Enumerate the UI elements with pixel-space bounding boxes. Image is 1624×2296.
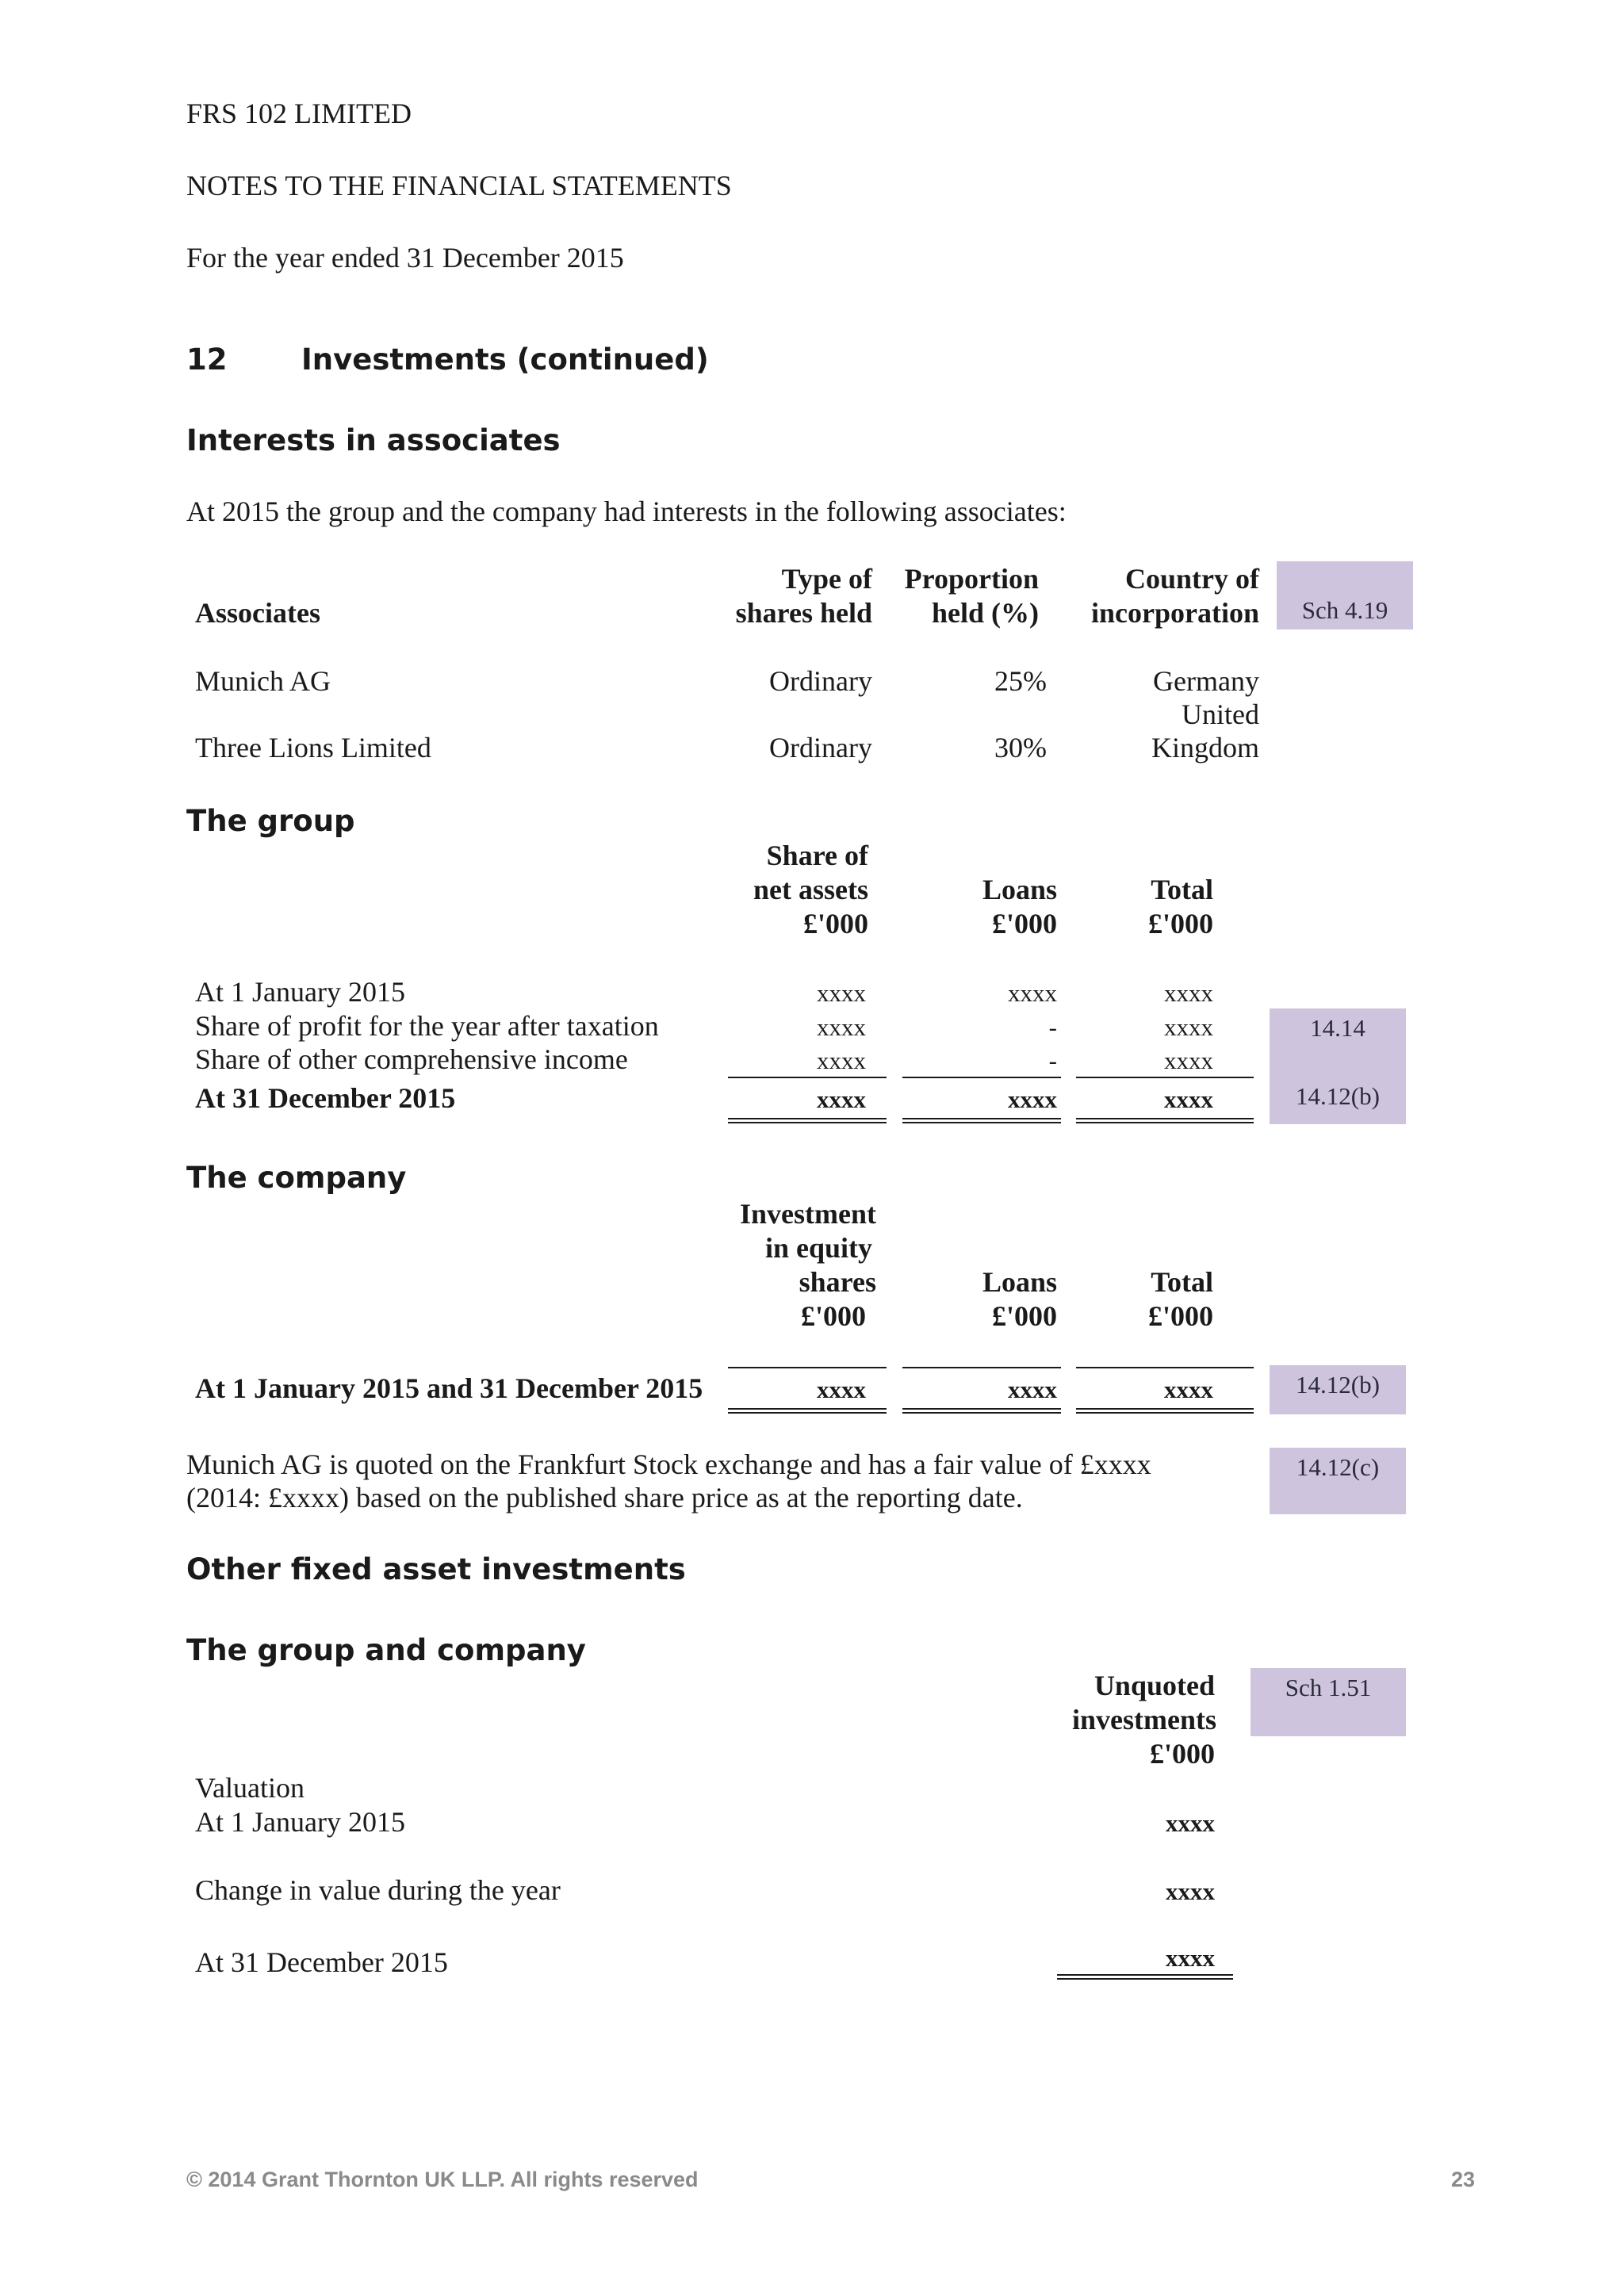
company-col1-unit: £'000 bbox=[800, 1300, 866, 1332]
total-double-rule bbox=[728, 1118, 887, 1123]
total-double-rule bbox=[902, 1118, 1061, 1123]
subtotal-rule bbox=[728, 1367, 887, 1368]
total-double-rule bbox=[728, 1408, 887, 1414]
table-cell: xxxx bbox=[1164, 1013, 1213, 1041]
company-heading: The company bbox=[186, 1161, 407, 1195]
col-header-associates: Associates bbox=[195, 597, 320, 629]
table-row-label: At 1 January 2015 bbox=[195, 976, 405, 1008]
table-row-label: At 31 December 2015 bbox=[195, 1946, 448, 1978]
company-note-line2: (2014: £xxxx) based on the published share price as at the reporting date. bbox=[186, 1482, 1023, 1513]
table-cell: xxxx bbox=[817, 1013, 866, 1041]
other-col-line1: Unquoted bbox=[1094, 1670, 1215, 1701]
section-number: 12 bbox=[186, 342, 228, 377]
company-col1-line1: Investment bbox=[740, 1198, 876, 1230]
table-cell-total: xxxx bbox=[1166, 1944, 1215, 1972]
table-cell-total: xxxx bbox=[817, 1085, 866, 1113]
col-header-type-line2: shares held bbox=[735, 597, 872, 629]
table-cell: xxxx bbox=[817, 979, 866, 1007]
col-header-country-line1: Country of bbox=[1125, 563, 1259, 595]
group-heading: The group bbox=[186, 804, 355, 838]
ref-badge-14-14: 14.14 bbox=[1310, 1014, 1365, 1042]
ref-badge-sch-4-19: Sch 4.19 bbox=[1277, 561, 1413, 629]
table-cell-total: xxxx bbox=[1164, 1376, 1213, 1403]
table-row-label: At 1 January 2015 bbox=[195, 1806, 405, 1838]
company-col1-line3: shares bbox=[799, 1266, 876, 1298]
table-cell-total: xxxx bbox=[817, 1376, 866, 1403]
group-col1-line2: net assets bbox=[753, 874, 868, 905]
period-text: For the year ended 31 December 2015 bbox=[186, 242, 624, 274]
footer-copyright: © 2014 Grant Thornton UK LLP. All rights reserved bbox=[186, 2168, 699, 2191]
table-cell: xxxx bbox=[1166, 1809, 1215, 1837]
group-col3-unit: £'000 bbox=[1147, 908, 1213, 939]
total-double-rule bbox=[1057, 1974, 1233, 1980]
table-cell: xxxx bbox=[817, 1047, 866, 1074]
company-col3-unit: £'000 bbox=[1147, 1300, 1213, 1332]
table-row-label: Share of profit for the year after taxation bbox=[195, 1010, 659, 1042]
ref-badge-14-12c: 14.12(c) bbox=[1270, 1448, 1406, 1514]
table-cell: - bbox=[1048, 1047, 1057, 1074]
valuation-label: Valuation bbox=[195, 1772, 304, 1804]
table-cell-total: xxxx bbox=[1008, 1085, 1057, 1113]
group-col3-line1: Total bbox=[1151, 874, 1213, 905]
associate-type: Ordinary bbox=[769, 732, 872, 763]
company-name: FRS 102 LIMITED bbox=[186, 98, 412, 129]
section-title: Investments (continued) bbox=[301, 342, 709, 377]
col-header-proportion-line1: Proportion bbox=[904, 563, 1039, 595]
group-col2-line1: Loans bbox=[982, 874, 1057, 905]
associate-type: Ordinary bbox=[769, 665, 872, 697]
other-col-unit: £'000 bbox=[1149, 1738, 1215, 1770]
ref-badge-14-12b: 14.12(b) bbox=[1296, 1082, 1380, 1110]
col-header-proportion-line2: held (%) bbox=[932, 597, 1039, 629]
associate-country-line2: Kingdom bbox=[1151, 732, 1259, 763]
associate-name: Munich AG bbox=[195, 665, 331, 697]
ref-badge-sch-1-51: Sch 1.51 bbox=[1251, 1668, 1406, 1736]
table-row-label: Share of other comprehensive income bbox=[195, 1043, 628, 1075]
group-col1-line1: Share of bbox=[766, 840, 868, 871]
ref-badge-14-12b: 14.12(b) bbox=[1270, 1365, 1406, 1414]
associate-proportion: 30% bbox=[994, 732, 1047, 763]
notes-title: NOTES TO THE FINANCIAL STATEMENTS bbox=[186, 170, 732, 201]
associates-heading: Interests in associates bbox=[186, 423, 561, 457]
group-col2-unit: £'000 bbox=[991, 908, 1057, 939]
company-note-line1: Munich AG is quoted on the Frankfurt Stock exchange and has a fair value of £xxxx bbox=[186, 1448, 1151, 1480]
group-col1-unit: £'000 bbox=[802, 908, 868, 939]
ref-badge-group bbox=[1270, 1008, 1406, 1124]
table-cell: xxxx bbox=[1164, 1047, 1213, 1074]
total-double-rule bbox=[1076, 1408, 1254, 1414]
company-col1-line2: in equity bbox=[764, 1232, 872, 1264]
table-cell-total: xxxx bbox=[1164, 1085, 1213, 1113]
total-double-rule bbox=[1076, 1118, 1254, 1123]
table-cell: - bbox=[1048, 1013, 1057, 1041]
associate-proportion: 25% bbox=[994, 665, 1047, 697]
table-cell: xxxx bbox=[1008, 979, 1057, 1007]
table-row-total-label: At 31 December 2015 bbox=[195, 1082, 456, 1114]
table-cell-total: xxxx bbox=[1008, 1376, 1057, 1403]
subtotal-rule bbox=[902, 1077, 1061, 1078]
subtotal-rule bbox=[1076, 1077, 1254, 1078]
table-cell: xxxx bbox=[1164, 979, 1213, 1007]
group-and-company-subheading: The group and company bbox=[186, 1633, 586, 1667]
company-col2-unit: £'000 bbox=[991, 1300, 1057, 1332]
other-investments-heading: Other fixed asset investments bbox=[186, 1552, 686, 1586]
page-number: 23 bbox=[1450, 2168, 1475, 2191]
associate-country: Germany bbox=[1153, 665, 1259, 697]
associate-name: Three Lions Limited bbox=[195, 732, 431, 763]
table-row-label: Change in value during the year bbox=[195, 1874, 561, 1906]
associates-intro: At 2015 the group and the company had interests in the following associates: bbox=[186, 496, 1067, 527]
total-double-rule bbox=[902, 1408, 1061, 1414]
table-row-total-label: At 1 January 2015 and 31 December 2015 bbox=[195, 1372, 703, 1404]
subtotal-rule bbox=[728, 1077, 887, 1078]
col-header-country-line2: incorporation bbox=[1091, 597, 1259, 629]
associate-country-line1: United bbox=[1182, 698, 1259, 730]
subtotal-rule bbox=[1076, 1367, 1254, 1368]
company-col3-line1: Total bbox=[1151, 1266, 1213, 1298]
company-col2-line1: Loans bbox=[982, 1266, 1057, 1298]
table-cell: xxxx bbox=[1166, 1877, 1215, 1905]
subtotal-rule bbox=[902, 1367, 1061, 1368]
col-header-type-line1: Type of bbox=[781, 563, 872, 595]
other-col-line2: investments bbox=[1072, 1704, 1216, 1735]
